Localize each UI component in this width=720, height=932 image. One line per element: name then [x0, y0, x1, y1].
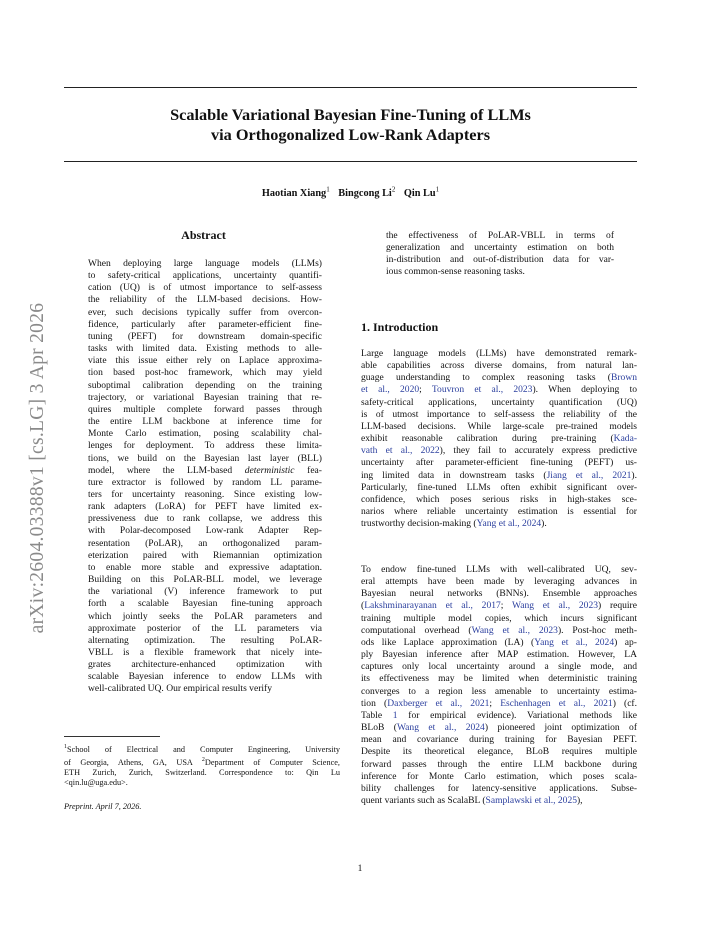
text-line: ETH Zurich, Zurich, Switzerland. Correspondence to: Qin Lu — [64, 767, 340, 777]
author — [262, 188, 330, 199]
text-line: model, where the LLM-based deterministic fea- — [88, 464, 322, 476]
text-line: Particularly, fine-tuned LLMs often exhibit significant over- — [361, 481, 637, 493]
text-line: quent variants such as ScalaBL (Samplawski et al., 2025), — [361, 794, 583, 806]
paper-title-line-1: Scalable Variational Bayesian Fine-Tuning of LLMs — [170, 105, 531, 124]
author-affiliation-mark: 1 — [435, 186, 440, 194]
text-line: confidence, which poses serious risks in high-stakes sce- — [361, 493, 637, 505]
text-line: to enable more stable and expressive adaptation. — [88, 561, 322, 573]
text-line: tion based post-hoc framework, which may yield — [88, 367, 322, 379]
text-line: able capabilities across diverse domains, from natural lan- — [361, 360, 637, 372]
text-line: the effectiveness of PoLAR-VBLL in terms of — [386, 230, 614, 241]
affiliation-mark: 1 — [64, 744, 67, 750]
text-line: tasks with limited data. Existing methods to alle- — [88, 343, 322, 355]
citation-link[interactable]: Jiang et al., 2021 — [546, 469, 632, 481]
citation-link[interactable]: Daxberger et al., 2021 — [387, 697, 490, 709]
text-line: is of utmost importance to self-assess the reliability of the — [361, 408, 637, 420]
text-line: the reliability of the LLM-based decisions. How- — [88, 294, 322, 306]
text-line: the entire LLM backbone at inference time for — [88, 416, 322, 428]
arxiv-stamp-text[interactable]: arXiv:2604.03388v1 [cs.LG] 3 Apr 2026 — [27, 302, 48, 634]
text-line: VBLL is a flexible framework that nicely inte- — [88, 647, 322, 658]
citation-link[interactable]: Brown — [611, 372, 637, 384]
intro-paragraph-1 — [361, 348, 637, 530]
text-line: forth a scalable Bayesian fine-tuning approach — [88, 598, 322, 610]
text-line: narios where reliable uncertainty estimation is essential for — [361, 506, 637, 518]
text-line: safety-critical applications, uncertainty quantification (UQ) — [361, 396, 637, 408]
text-line: resentation (PoLAR), an orthogonalized param- — [88, 537, 322, 549]
text-line: cation (UQ) is of utmost importance to self-assess — [88, 282, 322, 294]
text-line: vath et al., 2022), they fail to accurately express predictive — [361, 445, 637, 457]
abstract-body-right — [386, 230, 614, 279]
affiliation-footnote — [64, 742, 340, 788]
section-heading-introduction: 1. Introduction — [361, 320, 439, 334]
citation-link[interactable]: Kada- — [613, 433, 637, 445]
text-line: alternating optimization. The resulting PoLAR- — [88, 634, 322, 646]
text-line: its effectiveness may be limited when deterministic training — [361, 673, 637, 685]
citation-link[interactable]: Yang et al., 2024 — [534, 636, 615, 648]
text-line: (Lakshminarayanan et al., 2017; Wang et al., 2023) require — [361, 600, 637, 612]
title-rule-bottom — [64, 161, 637, 162]
text-line: Building on this PoLAR-BLL model, we leverage — [88, 574, 322, 586]
text-line: viate this issue either rely on Laplace approxima- — [88, 355, 322, 367]
abstract-heading: Abstract — [181, 228, 226, 242]
author — [404, 188, 439, 199]
affiliation-mark: 2 — [201, 756, 205, 763]
citation-link[interactable]: Wang et al., 2023 — [512, 600, 598, 612]
text-line: pressiveness due to rank collapse, we address this — [88, 513, 322, 525]
preprint-note: Preprint. April 7, 2026. — [64, 802, 142, 811]
citation-link[interactable]: Wang et al., 2024 — [396, 722, 485, 734]
text-line: <qin.lu@uga.edu>. — [64, 778, 128, 788]
text-line: computational overhead (Wang et al., 2023). Post-hoc meth- — [361, 624, 637, 636]
text-line: eterization paired with Riemannian optimization — [88, 549, 322, 561]
title-rule-top — [64, 87, 637, 88]
text-line: exhibit reasonable calibration during pre-training (Kada- — [361, 433, 637, 445]
citation-link[interactable]: Samplawski et al., 2025 — [485, 794, 577, 806]
text-line: captures only local uncertainty around a single mode, and — [361, 661, 637, 673]
text-line: Bayesian neural networks (BNNs). Ensemble approaches — [361, 588, 637, 600]
text-line: ing limited data in downstream tasks (Jiang et al., 2021). — [361, 469, 637, 481]
text-line: tuning (PEFT) for downstream domain-specific — [88, 330, 322, 342]
paper-title-line-2: via Orthogonalized Low-Rank Adapters — [210, 125, 491, 144]
author-name: Qin Lu — [403, 188, 436, 200]
text-line: $^1$School of Electrical and Computer Engineering, University — [64, 744, 340, 754]
text-line: ious common-sense reasoning tasks. — [386, 266, 525, 278]
text-line: fidence, particularly after parameter-efficient fine- — [88, 318, 322, 330]
text-line: of Georgia, Athens, GA, USA $^2$Department of Computer Science, — [64, 756, 340, 767]
text-line: in-distribution and out-of-distribution data for var- — [386, 254, 614, 266]
text-line: forward passes through the entire LLM backbone during — [361, 758, 637, 770]
text-line: tions, we build on the Bayesian last layer (BLL) — [88, 452, 322, 464]
text-line: well-calibrated UQ. Our empirical results verify — [88, 683, 272, 695]
text-line: quires multiple complete forward passes through — [88, 403, 322, 415]
citation-link[interactable]: Yang et al., 2024 — [476, 518, 542, 530]
text-line: generalization and uncertainty estimation on both — [386, 242, 614, 254]
citation-link[interactable]: Wang et al., 2023 — [471, 624, 558, 636]
page-number: 1 — [357, 864, 363, 874]
text-line: approximate posterior of the LL parameters via — [88, 622, 322, 634]
text-line: suboptimal calibration depending on the training — [88, 379, 322, 391]
text-line: BLoB (Wang et al., 2024) pioneered joint optimization of — [361, 722, 637, 734]
abstract-body-left — [88, 258, 322, 696]
text-line: ods like Laplace approximation (LA) (Yang et al., 2024) ap- — [361, 636, 637, 648]
text-line: scalable Bayesian inference to endow LLMs with — [88, 671, 322, 683]
text-line: lenges for deployment. To address these limita- — [88, 440, 322, 452]
text-line: Monte Carlo estimation, posing scalability chal- — [88, 428, 322, 440]
text-line: tion (Daxberger et al., 2021; Eschenhagen et al., 2021) (cf. — [361, 697, 637, 709]
text-line: converges to a region less amenable to uncertainty estima- — [361, 685, 637, 697]
text-line: LLM-based decisions. While large-scale pre-trained models — [361, 420, 637, 432]
citation-link[interactable]: Lakshminarayanan et al., 2017 — [364, 600, 501, 612]
text-line: ters for uncertainty reasoning. Since existing low- — [88, 488, 322, 500]
citation-link[interactable]: 1 — [392, 709, 398, 721]
author — [338, 188, 395, 199]
text-line: Despite its theoretical elegance, BLoB requires multiple — [361, 746, 637, 758]
citation-link[interactable]: vath et al., 2022 — [361, 445, 440, 457]
text-line: ever, such decisions typically suffer from overcon- — [88, 306, 322, 318]
citation-link[interactable]: Touvron et al., 2023 — [431, 384, 533, 396]
text-line: training multiple model copies, which incurs significant — [361, 612, 637, 624]
text-line: the variational (V) inference framework to put — [88, 586, 322, 598]
footnote-rule — [64, 736, 160, 737]
intro-paragraph-2 — [361, 564, 637, 807]
text-line: trustworthy decision-making (Yang et al., 2024). — [361, 518, 547, 530]
text-line: et al., 2020; Touvron et al., 2023). When deploying to — [361, 384, 637, 396]
text-line: Large language models (LLMs) have demonstrated remark- — [361, 348, 637, 359]
text-line: with Polar-decomposed Low-rank Adapter Rep- — [88, 525, 322, 537]
author-list — [64, 186, 637, 199]
text-line: ply Bayesian inference after MAP estimation. However, LA — [361, 649, 637, 661]
text-line: mean and covariance during training for Bayesian PEFT. — [361, 734, 637, 746]
citation-link[interactable]: Eschenhagen et al., 2021 — [500, 697, 613, 709]
text-line: which jointly seeks the PoLAR parameters and — [88, 610, 322, 622]
text-line: To endow fine-tuned LLMs with well-calibrated UQ, sev- — [361, 564, 637, 575]
text-line: inference for Monte Carlo estimation, which poses scala- — [361, 770, 637, 782]
text-line: eral attempts have been made by leveraging advances in — [361, 576, 637, 588]
text-line: guage understanding to complex reasoning tasks (Brown — [361, 372, 637, 384]
text-line: Table 1 for empirical evidence). Variational methods like — [361, 709, 637, 721]
text-line: grates architecture-enhanced optimization with — [88, 659, 322, 671]
author-affiliation-mark: 1 — [326, 186, 330, 194]
author-name: Haotian Xiang — [261, 188, 327, 200]
text-line: rank adapters (LoRA) for PEFT have limited ex- — [88, 501, 322, 513]
emphasis: deterministic — [244, 464, 295, 476]
author-name: Bingcong Li — [338, 188, 392, 200]
text-line: ture extractor is followed by random LL parame- — [88, 476, 322, 488]
text-line: uncertainty after parameter-efficient fine-tuning (PEFT) us- — [361, 457, 637, 469]
citation-link[interactable]: et al., 2020 — [361, 384, 420, 396]
text-line: When deploying large language models (LLMs) — [88, 258, 322, 269]
text-line: trajectory, or variational Bayesian training that re- — [88, 391, 322, 403]
text-line: to safety-critical applications, uncertainty quantifi- — [88, 270, 322, 282]
text-line: bility challenges for latency-sensitive applications. Subse- — [361, 782, 637, 794]
author-affiliation-mark: 2 — [391, 186, 396, 194]
